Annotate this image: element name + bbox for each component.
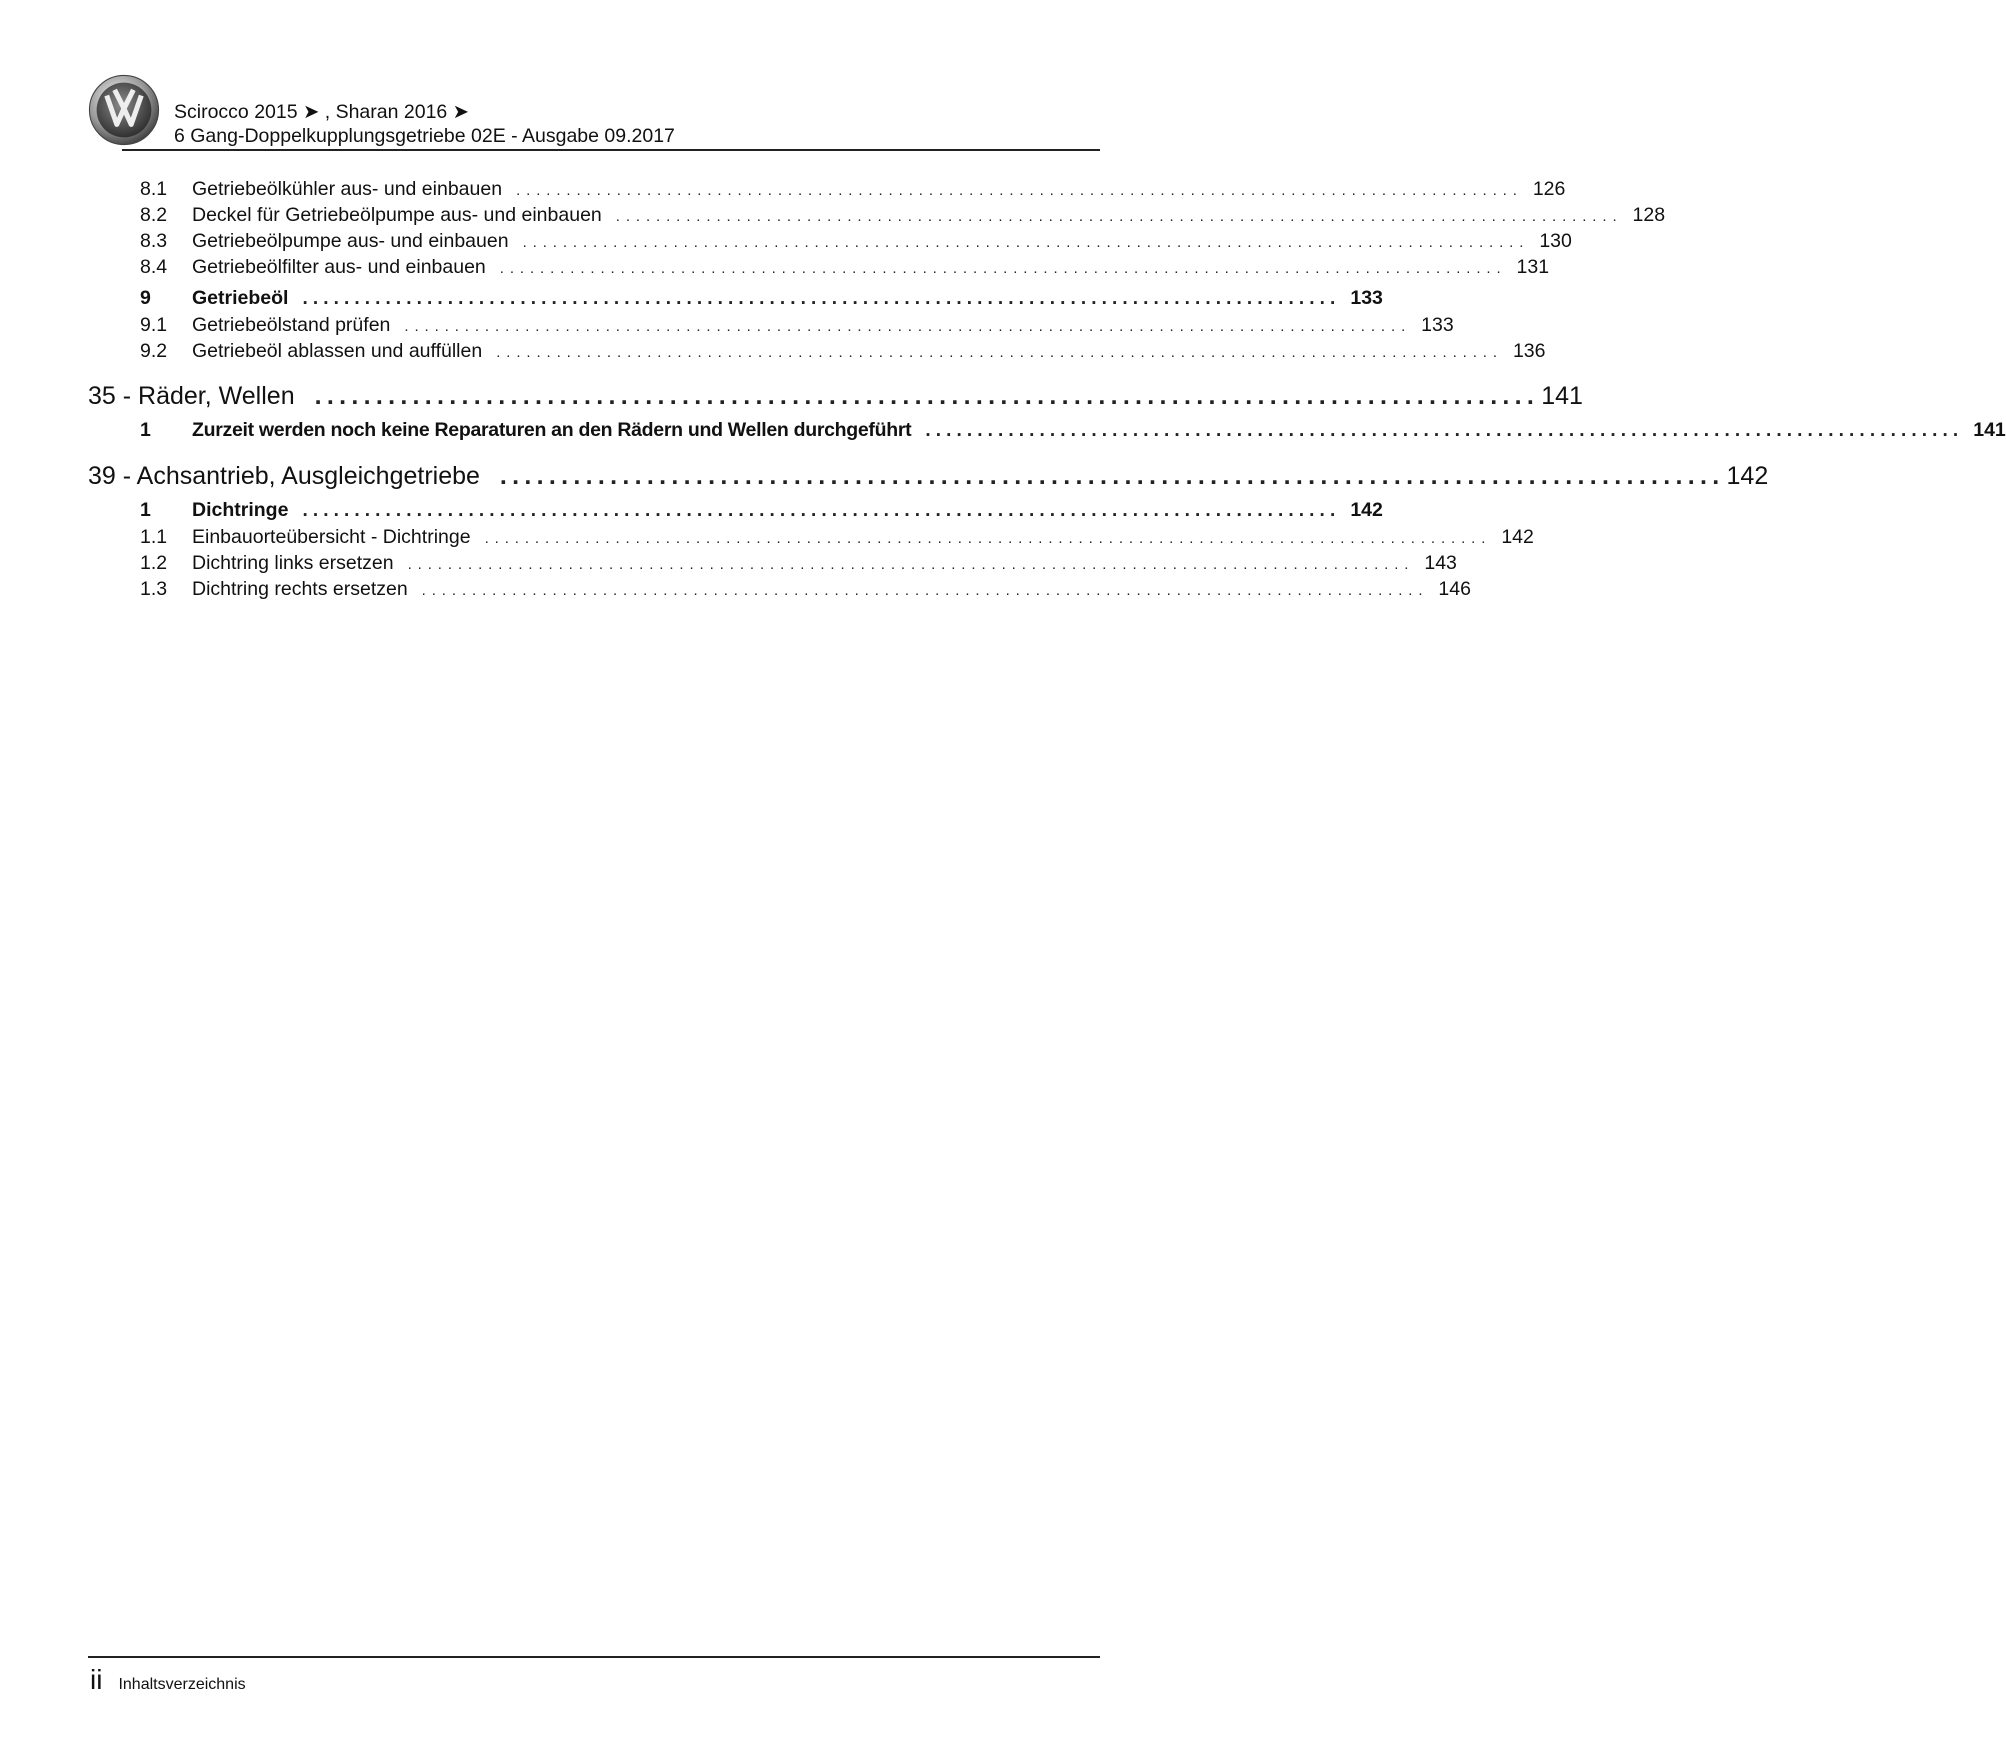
header-divider [122,149,1100,151]
page-header [88,72,1100,152]
leader-dots: .................................................................................................... [496,344,1503,361]
toc-number: 9 [140,287,151,309]
leader-dots: .................................................................................................... [615,208,1623,225]
toc-entry[interactable] [88,228,1572,254]
toc-title: Dichtring rechts ersetzen [192,578,408,600]
table-of-contents [88,176,2006,602]
toc-entry[interactable] [88,338,1546,364]
toc-title: Getriebeölkühler aus- und einbauen [192,178,503,200]
toc-title: 35 - Räder, Wellen [88,382,295,410]
toc-number: 1.1 [140,526,168,548]
leader-dots: .................................................................................................... [516,182,1523,199]
toc-chapter[interactable] [88,376,1583,416]
toc-number: 1 [140,419,151,441]
toc-entry[interactable] [88,176,1566,202]
leader-dots: .................................................................................................... [499,462,1725,490]
header-line-1: Scirocco 2015 ➤ , Sharan 2016 ➤ [174,101,470,123]
toc-title: Getriebeölpumpe aus- und einbauen [192,230,509,252]
toc-page: 136 [1512,340,1546,362]
leader-dots: .................................................................................................... [302,288,1341,309]
leader-dots: .................................................................................................... [484,530,1492,547]
toc-entry[interactable] [88,416,2006,444]
toc-entry[interactable] [88,496,1383,524]
page-number: ii [90,1664,103,1695]
leader-dots: .................................................................................................... [314,382,1540,410]
toc-number: 9.1 [140,314,168,336]
toc-page: 126 [1532,178,1566,200]
toc-title: Dichtringe [192,499,289,521]
toc-number: 8.1 [140,178,168,200]
toc-number: 8.2 [140,204,168,226]
toc-title: 39 - Achsantrieb, Ausgleichgetriebe [88,462,480,490]
toc-page: 141 [1541,382,1583,410]
leader-dots: .................................................................................................... [925,420,1964,441]
toc-page: 141 [1973,419,2006,441]
toc-page: 143 [1424,552,1457,574]
toc-number: 1.2 [140,552,168,574]
toc-entry[interactable] [88,284,1383,312]
toc-page: 142 [1726,462,1769,490]
toc-title: Getriebeöl [192,287,289,309]
toc-page: 128 [1632,204,1666,226]
toc-entry[interactable] [88,202,1666,228]
toc-number: 8.3 [140,230,168,252]
toc-number: 1 [140,499,151,521]
toc-title: Deckel für Getriebeölpumpe aus- und einbauen [192,204,602,226]
toc-entry[interactable] [88,254,1550,280]
toc-page: 142 [1350,499,1383,521]
toc-chapter[interactable] [88,456,1769,496]
leader-dots: .................................................................................................... [302,500,1341,521]
toc-title: Getriebeöl ablassen und auffüllen [192,340,483,362]
toc-number: 1.3 [140,578,168,600]
toc-title: Getriebeölstand prüfen [192,314,391,336]
page-footer [90,1664,246,1696]
toc-number: 9.2 [140,340,168,362]
toc-page: 142 [1501,526,1534,548]
toc-entry[interactable] [88,550,1457,576]
toc-page: 133 [1350,287,1383,309]
toc-page: 133 [1421,314,1454,336]
toc-title: Einbauorteübersicht - Dichtringe [192,526,471,548]
toc-page: 131 [1516,256,1550,278]
toc-entry[interactable] [88,576,1471,602]
leader-dots: .................................................................................................... [407,556,1415,573]
toc-page: 130 [1539,230,1572,252]
toc-entry[interactable] [88,524,1534,550]
footer-divider [88,1656,1100,1658]
vw-logo-icon [88,74,160,146]
leader-dots: .................................................................................................... [522,234,1530,251]
toc-entry[interactable] [88,312,1454,338]
toc-title: Dichtring links ersetzen [192,552,394,574]
leader-dots: .................................................................................................... [404,318,1412,335]
toc-number: 8.4 [140,256,168,278]
leader-dots: .................................................................................................... [499,260,1507,277]
footer-label: Inhaltsverzeichnis [118,1676,246,1693]
toc-title: Zurzeit werden noch keine Reparaturen an den Rädern und Wellen durchgeführt [192,419,912,441]
toc-page: 146 [1438,578,1471,600]
toc-title: Getriebeölfilter aus- und einbauen [192,256,486,278]
leader-dots: .................................................................................................... [421,582,1429,599]
header-line-2: 6 Gang-Doppelkupplungsgetriebe 02E - Ausgabe 09.2017 [174,125,675,147]
